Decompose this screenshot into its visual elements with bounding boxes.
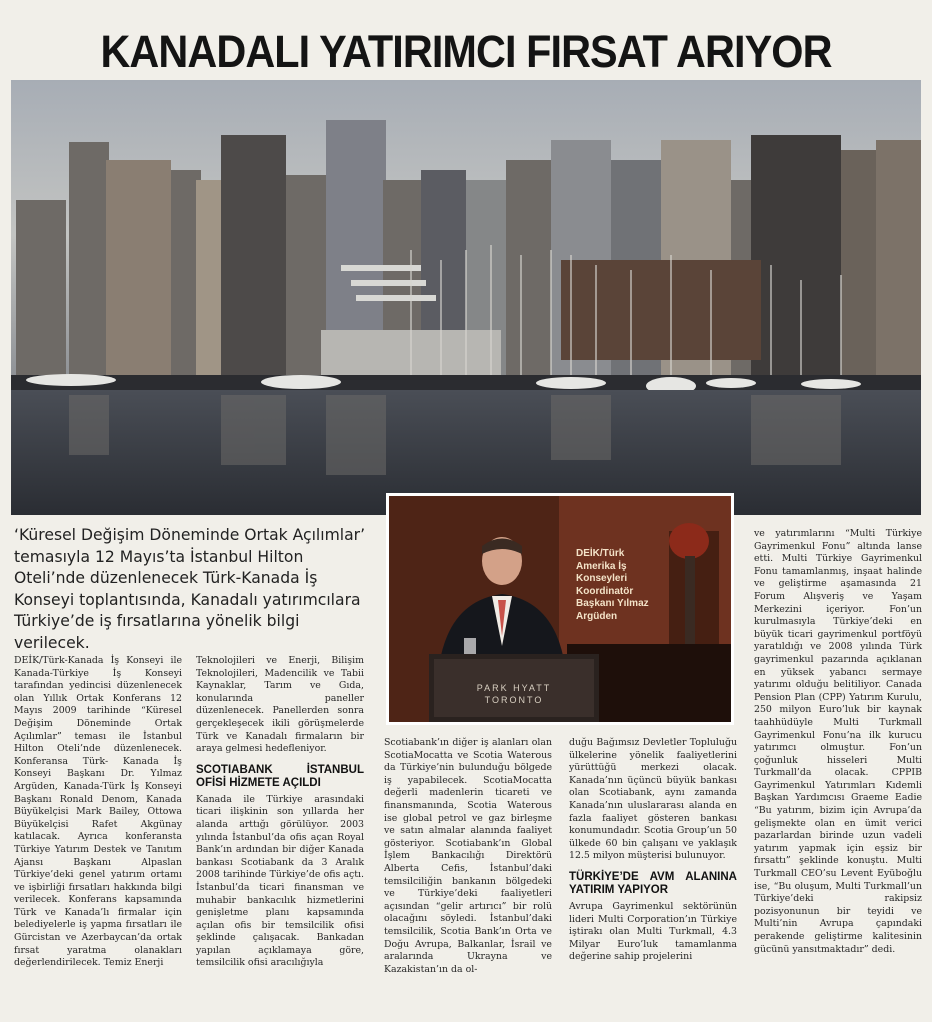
column-5-text: ve yatırımlarını “Multi Türkiye Gayrimenkul Fonu” altında lanse etti. Multi Türkiye Gayrimenkul Fonu tamamlanmış, inşaat halinde ve geliştirme aşamasında 21 Forum Alışveriş ve Yaşam Merkezini içeriyor. Fon’un kurulmasıyla Türkiye’deki en büyük ticari gayrimenkul portföyü yaratıldığı ve 2008 yılında Türk gayrimenkul pazarında açıklanan en yüksek yabancı sermaye yatırımı olduğu belitiliyor. Canada Pension Plan (CPP) Yatırım Kurulu, 250 milyon Euro’luk bir kaynak taahhüdüyle Multi Turkmall Gayrimenkul Fonu’na ilk kurucu yatırımcı olmuştur. Fon’un çoğunluk hisseleri Multi Turkmall’da olacak. CPPIB Gayrimenkul Yatırımları Kıdemli Başkan Yardımcısı Graeme Eadie “Bu yatırım, bizim için Avrupa’da gelişmekte olan en ümit verici pazarlardan birinde uzun vadeli yatırım yapmak için eşsiz bir fırsattı” şeklinde konuştu. Multi Turkmall CEO’su Levent Eyüboğlu ise, “Bu oluşum, Multi Turkmall’un Türkiye’deki rakipsiz pozisyonunun bir teyidi ve Multi’nin Avrupa çapındaki perakende geliştirme kalitesinin gücünü yansıtmaktadır” dedi. bbox=[754, 528, 922, 955]
column-5 bbox=[754, 528, 922, 956]
column-4-text-b: Avrupa Gayrimenkul sektörünün lideri Multi Corporation’ın Türkiye iştirakı olan Multi Turkmall, 4.3 Milyar Euro’luk tamamlanma değerine sahip projelerini bbox=[569, 900, 737, 963]
headline: KANADALI YATIRIMCI FIRSAT ARIYOR bbox=[100, 26, 832, 77]
lead-paragraph: ‘Küresel Değişim Döneminde Ortak Açılımlar’ temasıyla 12 Mayıs’ta İstanbul Hilton Oteli’nde düzenlenecek Türk-Kanada İş Konseyi toplantısında, Kanadalı yatırımcılara Türkiye’de iş fırsatlarına yönelik bilgi verilecek. bbox=[14, 526, 366, 652]
column-3-text: Scotiabank’ın diğer iş alanları olan ScotiaMocatta ve Scotia Waterous da Türkiye’nin bulunduğu bölgede iş yapabilecek. ScotiaMocatta değerli madenlerin ticareti ve finansmanında, Scotia Waterous ise global petrol ve gaz birleşme ve satın almalar alanında faaliyet gösteriyor. Scotiabank’ın Global İşlem Bankacılığı Direktörü Alberta Cefis, İstanbul’daki temsilciliğin bankanın bölgedeki ve Türkiye’deki faaliyetleri açısından “gelir artırıcı” bir rolü olacağını söyledi. İstanbul’daki temsilcilik, Scotia Bank’ın Orta ve Doğu Avrupa, Balkanlar, İsrail ve aralarında Ukrayna ve Kazakistan’ın da ol- bbox=[384, 737, 552, 975]
column-4 bbox=[569, 737, 737, 964]
podium-sign: PARK HYATT TORONTO bbox=[476, 683, 552, 705]
photo-caption: DEİK/Türk Amerika İş Konseyleri Koordinatör Başkanı Yılmaz Argüden bbox=[576, 548, 649, 622]
column-1 bbox=[14, 655, 182, 970]
avm-subheading: TÜRKİYE’DE AVM ALANINA YATIRIM YAPIYOR bbox=[569, 870, 737, 896]
column-2-text-b: Kanada ile Türkiye arasındaki ticari ilişkinin son yıllarda her alanda arttığı görülüyor. 2003 yılında İstanbul’da ofis açan Royal Bank’ın ardından bir diğer Kanada bankası Scotiabank da 3 Aralık 2008 tarihinde Türkiye’de ofis açtı. İstanbul’da ticari finansman ve muhabir bankacılık hizmetlerini genişletme planı kapsamında açılan ofis bir temsilcilik ofisi şeklinde çalışacak. Bankadan yapılan açıklamaya göre, temsilcilik ofisi aracılığıyla bbox=[196, 793, 364, 969]
column-3 bbox=[384, 737, 552, 976]
scotiabank-subheading: SCOTIABANK İSTANBUL OFİSİ HİZMETE AÇILDI bbox=[196, 763, 364, 789]
speaker-photo-frame bbox=[386, 493, 734, 725]
column-4-text-a: duğu Bağımsız Devletler Topluluğu ülkelerine yönelik faaliyetlerini yürüttüğü merkezi olacak. Kanada’nın üçüncü büyük bankası olan Scotiabank, aynı zamanda Kanada’nın uluslararası alanda en fazla faaliyet gösteren bankası konumundadır. Scotia Group’un 50 ülkede 60 bin çalışanı ve yaklaşık 12.5 milyon müşterisi bulunuyor. bbox=[569, 737, 737, 862]
column-1-text: DEİK/Türk-Kanada İş Konseyi ile Kanada-Türkiye İş Konseyi tarafından yedincisi düzenlenecek olan Yıllık Ortak Konferans 12 Mayıs 2009 tarihinde “Küresel Değişim Döneminde Ortak Açılımlar” teması ile İstanbul Hilton Oteli’nde düzenlenecek. Konferansa Türk- Kanada İş Konseyi Başkanı Dr. Yılmaz Argüden, Kanada-Türk İş Konseyi Başkanı Ronald Denom, Kanada Büyükelçisi Mark Bailey, Ottowa Büyükelçisi Rafet Akgünay katılacak. Ayrıca konferansta Türkiye Yatırım Destek ve Tanıtım Ajansı Başkanı Alpaslan Türkiye’deki genel yatırım ortamı ve işbirliği fırsatları hakkında bilgi verilecek. Konferans kapsamında Türk ve Kanada’lı firmalar için belediyelerle iş yapma fırsatları ile Gürcistan ve Azerbaycan’da ortak fırsat yaratma olanakları değerlendirilecek. Temiz Enerji bbox=[14, 655, 182, 969]
column-2 bbox=[196, 655, 364, 970]
vancouver-harbor-photo bbox=[11, 80, 921, 515]
speaker-photo bbox=[389, 496, 731, 722]
column-2-text-a: Teknolojileri ve Enerji, Bilişim Teknolojileri, Madencilik ve Tabii Kaynaklar, Tarım ve Gıda, konularında paneller düzenlenecek. Panellerden sonra gerçekleşecek ikili görüşmelerde Türk ve Kanadalı firmaların bir araya gelmesi hedefleniyor. bbox=[196, 655, 364, 755]
